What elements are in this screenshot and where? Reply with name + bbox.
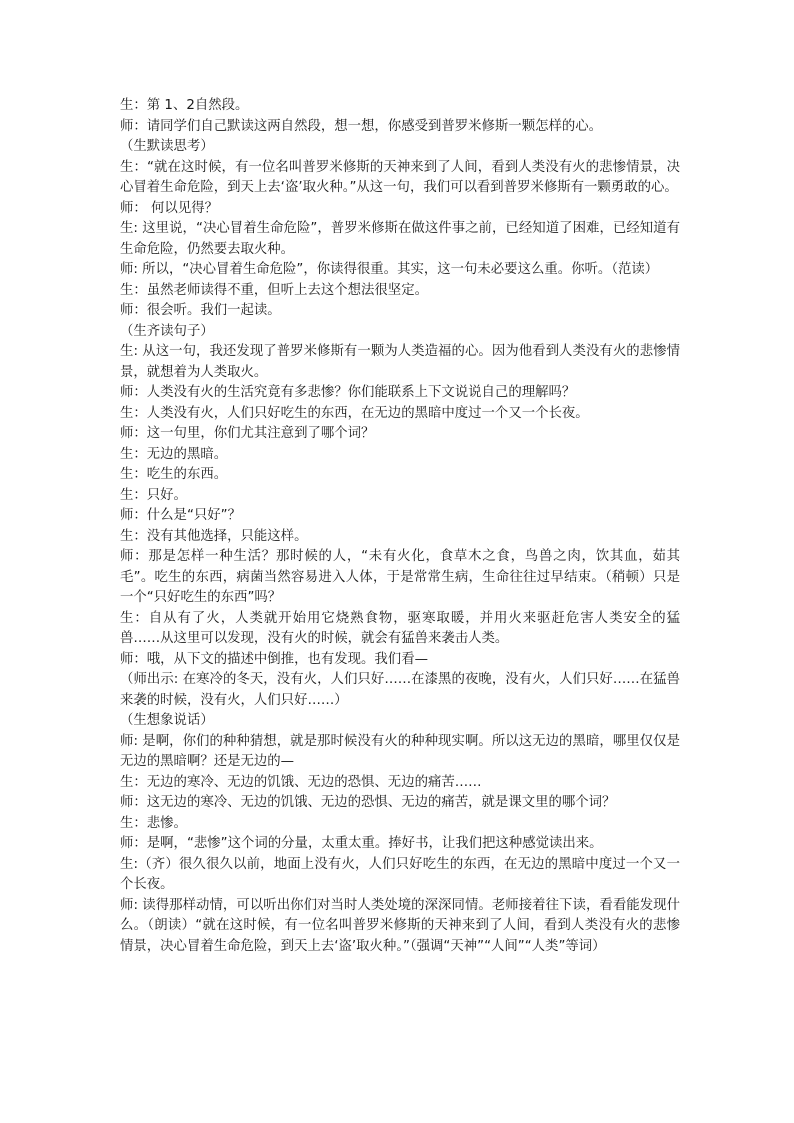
transcript-paragraph: 生：人类没有火，人们只好吃生的东西，在无边的黑暗中度过一个又一个长夜。 [120,405,589,421]
transcript-paragraph: 生: 从这一句，我还发现了普罗米修斯有一颗为人类造福的心。因为他看到人类没有火的悲惨情景，就想着为人类取火。 [120,344,680,380]
transcript-paragraph: 师：请同学们自己默读这两自然段，想一想，你感受到普罗米修斯一颗怎样的心。 [120,118,603,134]
transcript-paragraph: 师：这一句里，你们尤其注意到了哪个词？ [120,426,375,441]
transcript-paragraph: 生：第 1、2自然段。 [120,98,249,113]
transcript-paragraph: 师：那是怎样一种生活？那时候的人，“未有火化，食草木之食，鸟兽之肉，饮其血，茹其毛”。吃生的东西，病菌当然容易进入人体，于是常常生病，生命往往过早结束。（稍顿）只是一个“只好吃生的东西”吗？ [120,549,680,605]
transcript-paragraph: 生：吃生的东西。 [120,467,228,482]
transcript-paragraph: 师：哦，从下文的描述中倒推，也有发现。我们看— [120,651,428,667]
transcript-paragraph: 师: 是啊，你们的种种猜想，就是那时候没有火的种种现实啊。所以这无边的黑暗，哪里仅仅是无边的黑暗啊？还是无边的— [120,733,680,769]
transcript-paragraph: 师: 读得那样动情，可以听出你们对当时人类处境的深深同情。老师接着往下读，看看能发现什么。（朗读）“就在这时候，有一位名叫普罗米修斯的天神来到了人间，看到人类没有火的悲惨情景，决心冒着生命危险，到天上去‘盗’取火种。”（强调“天神”“人间”“人类”等词） [120,897,680,954]
transcript-paragraph: 生：无边的寒冷、无边的饥饿、无边的恐惧、无边的痛苦…… [120,774,482,790]
transcript-paragraph: 师: 所以，“决心冒着生命危险”，你读得很重。其实，这一句未必要这么重。你听。（范读） [120,262,659,277]
transcript-paragraph: 生：没有其他选择，只能这样。 [120,528,308,544]
transcript-paragraph: 生：悲惨。 [120,815,187,831]
transcript-paragraph: 生: 这里说，“决心冒着生命危险”，普罗米修斯在做这件事之前，已经知道了困难，已经知道有生命危险，仍然要去取火种。 [120,221,680,257]
transcript-paragraph: 师：很会听。我们一起读。 [120,303,281,318]
transcript-paragraph: 师：什么是“只好”？ [120,508,241,523]
transcript-paragraph: 师：这无边的寒冷、无边的饥饿、无边的恐惧、无边的痛苦，就是课文里的哪个词？ [120,795,616,810]
transcript-paragraph: 生：自从有了火，人类就开始用它烧熟食物，驱寒取暖，并用火来驱赶危害人类安全的猛兽……从这里可以发现，没有火的时候，就会有猛兽来袭击人类。 [120,610,680,646]
transcript-paragraph: 师：是啊，“悲惨”这个词的分量，太重太重。捧好书，让我们把这种感觉读出来。 [120,836,603,851]
transcript-paragraph: （生想象说话） [120,713,214,728]
transcript-paragraph: 生：“就在这时候，有一位名叫普罗米修斯的天神来到了人间，看到人类没有火的悲惨情景，决心冒着生命危险，到天上去‘盗’取火种。”从这一句，我们可以看到普罗米修斯有一颗勇敢的心。 [120,159,680,195]
transcript-paragraph: （生齐读句子） [120,323,214,339]
transcript-paragraph: 生:（齐）很久很久以前，地面上没有火，人们只好吃生的东西，在无边的黑暗中度过一个又一个长夜。 [120,856,680,892]
transcript-paragraph: （生默读思考） [120,139,214,154]
transcript-paragraph: （师出示: 在寒冷的冬天，没有火，人们只好……在漆黑的夜晚，没有火，人们只好……在猛兽来袭的时候，没有火，人们只好……） [120,672,680,708]
transcript-paragraph: 师：人类没有火的生活究竟有多悲惨？你们能联系上下文说说自己的理解吗？ [120,385,576,400]
transcript-paragraph: 生：虽然老师读得不重，但听上去这个想法很坚定。 [120,282,428,298]
transcript-paragraph: 生：只好。 [120,487,187,503]
transcript-body [120,96,680,957]
transcript-paragraph: 生：无边的黑暗。 [120,446,228,462]
transcript-paragraph: 师： 何以见得？ [120,200,218,216]
